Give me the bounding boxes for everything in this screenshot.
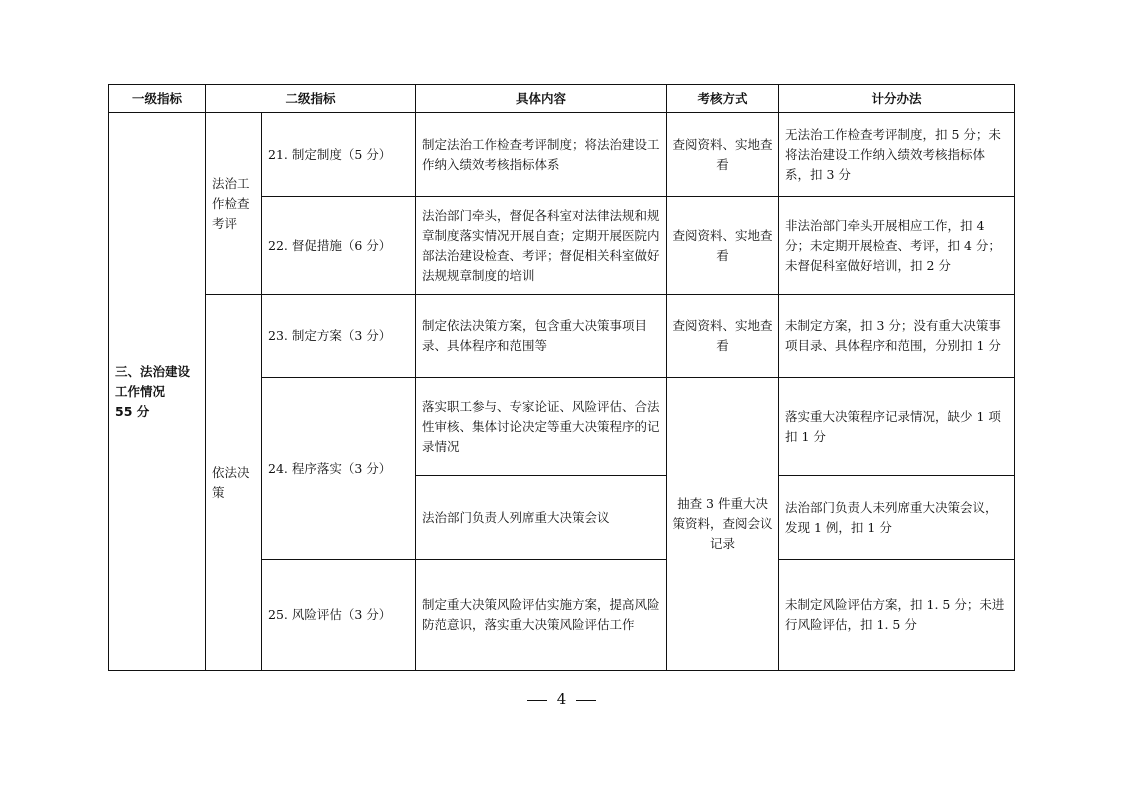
item-content: 制定法治工作检查考评制度；将法治建设工作纳入绩效考核指标体系 xyxy=(416,113,667,197)
item-content: 法治部门牵头，督促各科室对法律法规和规章制度落实情况开展自查；定期开展医院内部法治建设检查、考评；督促相关科室做好法规规章制度的培训 xyxy=(416,197,667,295)
item-scoring: 无法治工作检查考评制度，扣 5 分；未将法治建设工作纳入绩效考核指标体系，扣 3 分 xyxy=(779,113,1015,197)
item-method: 查阅资料、实地查看 xyxy=(667,113,779,197)
category-line: 工作情况 xyxy=(115,383,166,399)
page-number-value: 4 xyxy=(556,690,567,708)
dash-right xyxy=(576,700,596,701)
item-method: 查阅资料、实地查看 xyxy=(667,197,779,295)
item-label: 24. 程序落实（3 分） xyxy=(262,378,416,560)
header-method: 考核方式 xyxy=(667,85,779,113)
item-method: 抽查 3 件重大决策资料，查阅会议记录 xyxy=(667,378,779,671)
item-content: 制定重大决策风险评估实施方案，提高风险防范意识，落实重大决策风险评估工作 xyxy=(416,560,667,671)
item-content: 落实职工参与、专家论证、风险评估、合法性审核、集体讨论决定等重大决策程序的记录情况 xyxy=(416,378,667,476)
dash-left xyxy=(527,700,547,701)
item-scoring: 非法治部门牵头开展相应工作，扣 4 分；未定期开展检查、考评，扣 4 分；未督促科室做好培训，扣 2 分 xyxy=(779,197,1015,295)
item-scoring: 落实重大决策程序记录情况，缺少 1 项扣 1 分 xyxy=(779,378,1015,476)
header-level2: 二级指标 xyxy=(206,85,416,113)
item-scoring: 未制定方案，扣 3 分；没有重大决策事项目录、具体程序和范围，分别扣 1 分 xyxy=(779,295,1015,378)
header-content: 具体内容 xyxy=(416,85,667,113)
group-label: 依法决策 xyxy=(206,295,262,671)
item-scoring: 法治部门负责人未列席重大决策会议，发现 1 例，扣 1 分 xyxy=(779,476,1015,560)
header-scoring: 计分办法 xyxy=(779,85,1015,113)
header-row xyxy=(109,85,1015,113)
header-level1: 一级指标 xyxy=(109,85,206,113)
item-label: 22. 督促措施（6 分） xyxy=(262,197,416,295)
table-row xyxy=(109,113,1015,197)
item-label: 23. 制定方案（3 分） xyxy=(262,295,416,378)
category-score: 55 分 xyxy=(115,403,150,419)
item-content: 制定依法决策方案，包含重大决策事项目录、具体程序和范围等 xyxy=(416,295,667,378)
item-method: 查阅资料、实地查看 xyxy=(667,295,779,378)
item-scoring: 未制定风险评估方案，扣 1. 5 分；未进行风险评估，扣 1. 5 分 xyxy=(779,560,1015,671)
item-label: 25. 风险评估（3 分） xyxy=(262,560,416,671)
item-label: 21. 制定制度（5 分） xyxy=(262,113,416,197)
category-level1 xyxy=(109,113,206,671)
category-line: 三、法治建设 xyxy=(115,363,191,379)
indicator-table xyxy=(108,84,1015,671)
page-number xyxy=(0,690,1123,708)
item-content: 法治部门负责人列席重大决策会议 xyxy=(416,476,667,560)
group-label: 法治工作检查考评 xyxy=(206,113,262,295)
table-row xyxy=(109,295,1015,378)
